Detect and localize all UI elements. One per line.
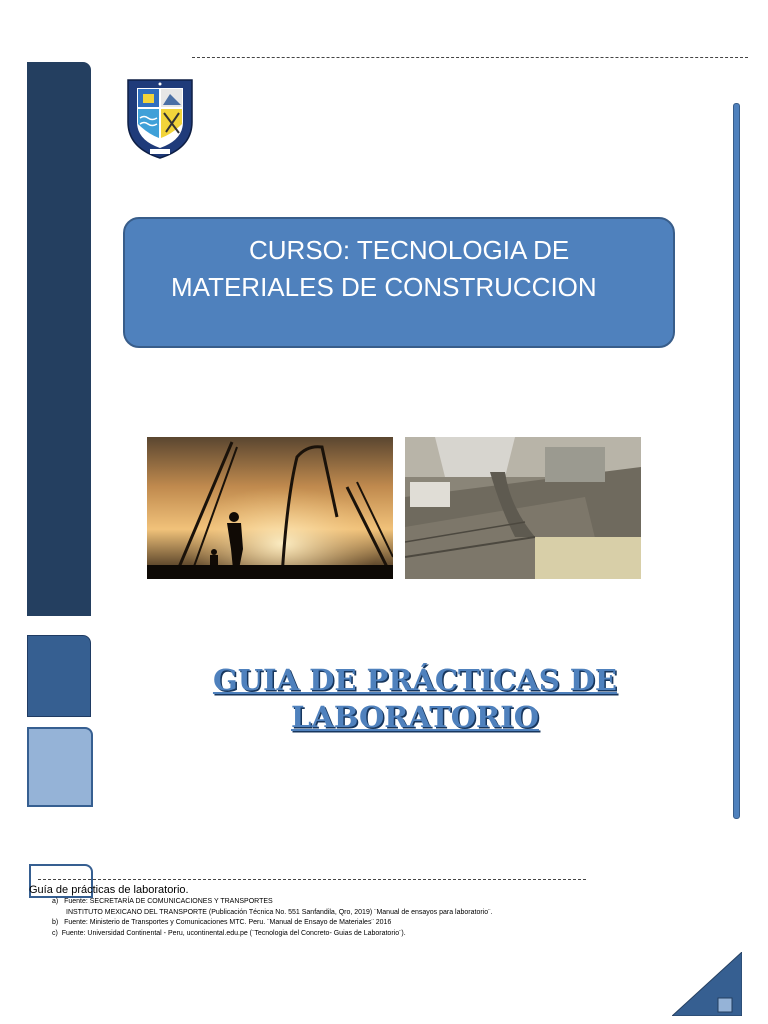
top-dashed-rule (192, 57, 748, 58)
footer-source-a-continued: INSTITUTO MEXICANO DEL TRANSPORTE (Publicación Técnica No. 551 Sanfandila, Qro, 2019) ¨Manual de ensayos para laboratorio¨. (66, 909, 493, 916)
guide-title-line1: GUIA DE PRÁCTICAS DE (212, 663, 618, 697)
left-light-block (27, 727, 93, 807)
course-title-line2: MATERIALES DE CONSTRUCCION (171, 272, 597, 302)
footer-label-a: a) (52, 898, 59, 905)
left-mid-block (27, 635, 91, 717)
right-vertical-bar (733, 103, 740, 819)
footer-label-b: b) (52, 919, 59, 926)
footer-source-b (52, 919, 391, 926)
university-crest-logo (124, 78, 196, 160)
footer-source-c (52, 930, 406, 937)
footer-source-c-text: Fuente: Universidad Continental - Peru, ucontinental.edu.pe (¨Tecnologia del Concreto- Guias de Laboratorio¨). (61, 930, 406, 937)
guide-title-line2: LABORATORIO (291, 700, 539, 734)
footer-source-a-text: Fuente: SECRETARÍA DE COMUNICACIONES Y TRANSPORTES (64, 898, 273, 905)
footer-source-b-text: Fuente: Ministerio de Transportes y Comunicaciones MTC. Peru. ¨Manual de Ensayo de Materiales¨ 2016 (64, 919, 392, 926)
course-title-line1: CURSO: TECNOLOGIA DE (249, 235, 570, 265)
footer-title: Guía de prácticas de laboratorio. (29, 884, 189, 896)
footer-dashed-rule (38, 879, 586, 880)
guide-title (160, 662, 670, 736)
construction-silhouette-photo (147, 437, 393, 579)
left-navy-bar (27, 62, 91, 616)
footer-source-a (52, 898, 273, 905)
corner-fold-decoration (672, 952, 742, 1016)
course-title-box (123, 217, 675, 348)
concrete-pouring-photo (405, 437, 641, 579)
footer-label-c: c) (52, 930, 58, 937)
